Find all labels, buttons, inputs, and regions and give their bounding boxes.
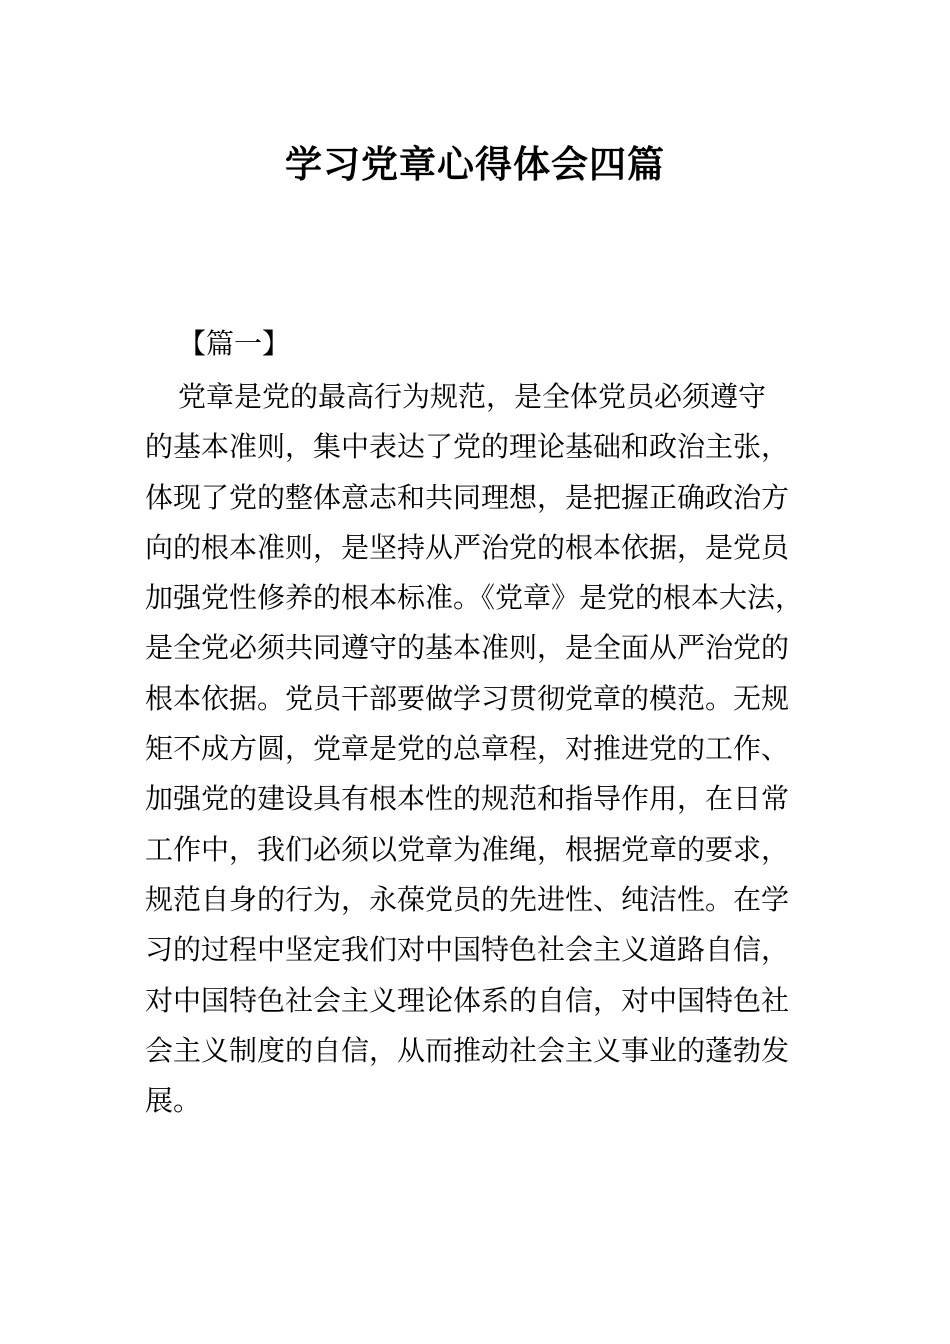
text-line: 体现了党的整体意志和共同理想，是把握正确政治方 (145, 480, 790, 514)
text-line: 根本依据。党员干部要做学习贯彻党章的模范。无规 (145, 681, 790, 715)
text-line: 是全党必须共同遵守的基本准则，是全面从严治党的 (145, 631, 790, 665)
body-paragraph (145, 372, 825, 1126)
document-title: 学习党章心得体会四篇 (285, 143, 665, 186)
text-line: 规范自身的行为，永葆党员的先进性、纯洁性。在学 (145, 882, 790, 916)
text-line: 加强党性修养的根本标准。《党章》是党的根本大法， (145, 581, 804, 615)
text-line: 的基本准则，集中表达了党的理论基础和政治主张， (145, 430, 790, 464)
text-line: 矩不成方圆，党章是党的总章程，对推进党的工作、 (145, 732, 790, 766)
text-line: 党章是党的最高行为规范，是全体党员必须遵守 (178, 380, 767, 413)
text-line: 向的根本准则，是坚持从严治党的根本依据，是党员 (145, 530, 790, 564)
text-line: 习的过程中坚定我们对中国特色社会主义道路自信， (145, 933, 790, 967)
text-line: 展。 (145, 1084, 202, 1118)
text-line: 加强党的建设具有根本性的规范和指导作用，在日常 (145, 782, 790, 816)
text-line: 会主义制度的自信，从而推动社会主义事业的蓬勃发 (145, 1033, 790, 1067)
text-line: 对中国特色社会主义理论体系的自信，对中国特色社 (145, 983, 790, 1017)
section-heading: 【篇一】 (178, 327, 291, 360)
text-line: 工作中，我们必须以党章为准绳，根据党章的要求， (145, 832, 790, 866)
